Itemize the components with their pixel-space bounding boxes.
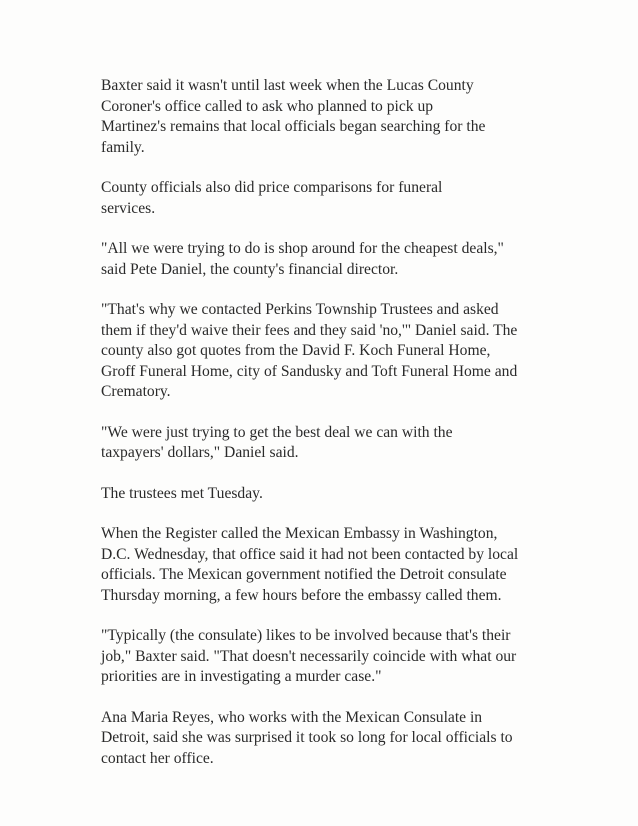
paragraph-line: Coroner's office called to ask who planned to pick up — [101, 97, 434, 115]
paragraph-line: Thursday morning, a few hours before the embassy called them. — [101, 586, 502, 604]
paragraph-line: said Pete Daniel, the county's financial director. — [101, 260, 399, 278]
paragraph-line: job," Baxter said. "That doesn't necessarily coincide with what our — [101, 647, 517, 665]
paragraph-line: "That's why we contacted Perkins Township Trustees and asked — [101, 301, 499, 318]
paragraph-line: them if they'd waive their fees and they said 'no,'" Daniel said. The — [101, 321, 518, 339]
paragraph-4 — [101, 300, 546, 403]
paragraph-line: "Typically (the consulate) likes to be involved because that's their — [101, 627, 511, 644]
paragraph-line: taxpayers' dollars," Daniel said. — [101, 444, 299, 461]
paragraph-line: Detroit, said she was surprised it took so long for local officials to — [101, 729, 513, 746]
paragraph-line: "We were just trying to get the best deal we can with the — [101, 423, 453, 441]
paragraph-8 — [101, 626, 546, 688]
paragraph-2 — [101, 178, 546, 219]
paragraph-6 — [101, 484, 546, 505]
paragraph-line: The trustees met Tuesday. — [101, 484, 263, 502]
paragraph-line: contact her office. — [101, 749, 214, 767]
paragraph-line: County officials also did price comparisons for funeral — [101, 179, 443, 196]
paragraph-line: When the Register called the Mexican Embassy in Washington, — [101, 525, 498, 542]
paragraph-line: Groff Funeral Home, city of Sandusky and Toft Funeral Home and — [101, 362, 518, 380]
paragraph-line: D.C. Wednesday, that office said it had not been contacted by local — [101, 545, 519, 563]
paragraph-3 — [101, 239, 546, 280]
paragraph-line: "All we were trying to do is shop around for the cheapest deals," — [101, 240, 504, 257]
paragraph-7 — [101, 524, 546, 606]
paragraph-line: services. — [101, 199, 156, 217]
paragraph-line: Martinez's remains that local officials began searching for the — [101, 118, 486, 135]
paragraph-line: county also got quotes from the David F. Koch Funeral Home, — [101, 342, 491, 359]
paragraph-line: Crematory. — [101, 383, 171, 400]
paragraph-line: Ana Maria Reyes, who works with the Mexican Consulate in — [101, 708, 483, 726]
paragraph-1 — [101, 76, 546, 158]
paragraph-line: officials. The Mexican government notified the Detroit consulate — [101, 566, 507, 583]
paragraph-line: priorities are in investigating a murder case." — [101, 668, 382, 685]
paragraph-line: family. — [101, 138, 145, 156]
article-body — [101, 76, 546, 789]
paragraph-9 — [101, 708, 546, 770]
paragraph-line: Baxter said it wasn't until last week when the Lucas County — [101, 77, 474, 94]
paragraph-5 — [101, 423, 546, 464]
